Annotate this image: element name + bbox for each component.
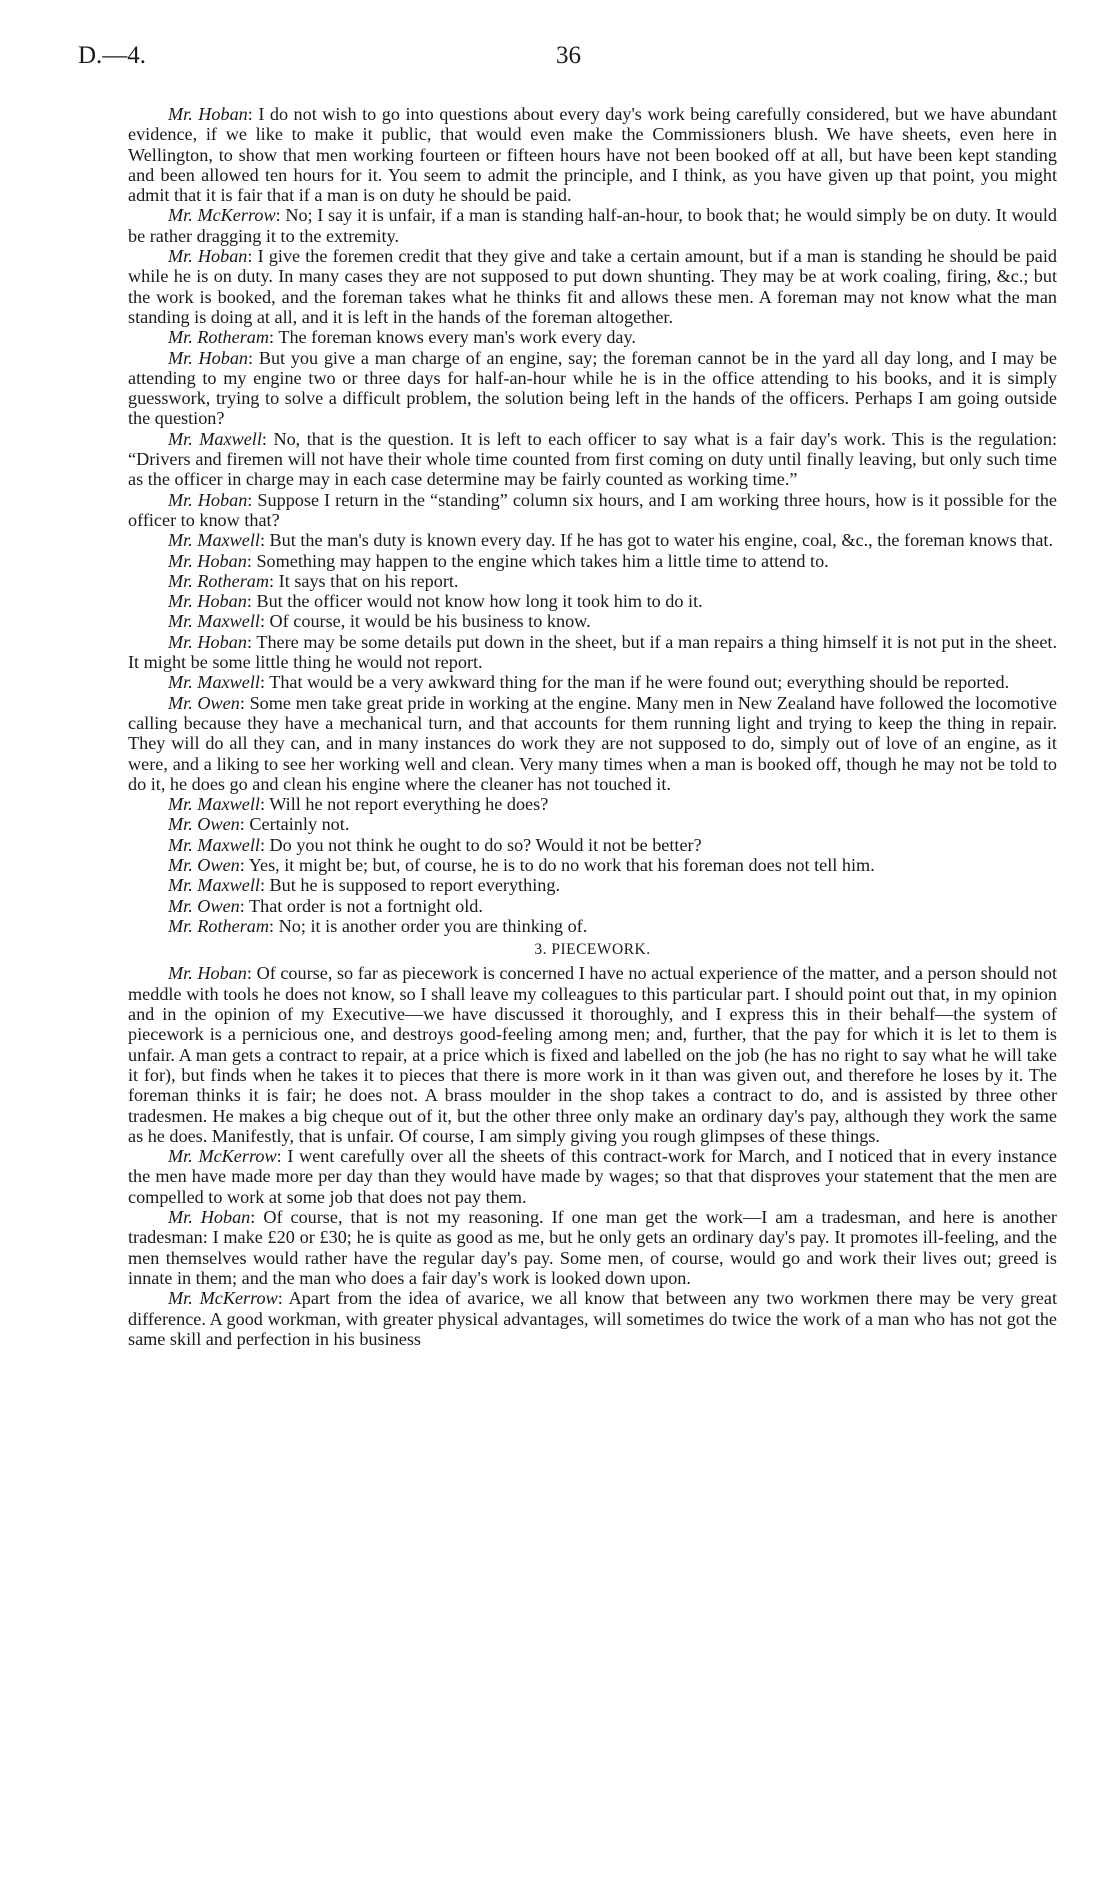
speaker: Mr. Owen (168, 692, 240, 713)
speaker: Mr. Maxwell (168, 794, 260, 815)
paragraph-text: Of course, so far as piecework is concerned I have no actual experience of the matter, and a person should not meddle with tools he does not know, so I shall leave my colleagues to this particular part. I should point out that, in my opinion and in the opinion of my Executive—we have discussed it thoroughly, and I express this in their behalf—the system of piecework is a pernicious one, and destroys good-feeling among men; and, further, that the pay for which it is let to them is unfair. A man gets a contract to repair, at a price which is fixed and labelled on the job (he has no right to say what he will take it for), but finds when he takes it to pieces that there is more work in it than was given out, and therefore he loses by it. The foreman thinks it is fair; he does not. A brass moulder in the shop takes a contract to do, and is assisted by three other tradesmen. He makes a big cheque out of it, but the other three only make an ordinary day's pay, although they work the same as he does. Manifestly, that is unfair. Of course, I am simply giving you rough glimpses of these things. (128, 963, 1057, 1146)
paragraph: Mr. Maxwell: But the man's duty is known every day. If he has got to water his engine, coal, &c., the foreman knows that. (168, 530, 1054, 551)
paragraph-text: I went carefully over all the sheets of this contract-work for March, and I noticed that in every instance the men have made more per day than they would have made by wages; so that that disproves your statement that the men are compelled to work at some job that does not pay them. (128, 1146, 1057, 1207)
speaker: Mr. Owen (168, 895, 240, 916)
paragraph-text: But the man's duty is known every day. If he has got to water his engine, coal, &c., the foreman knows that. (269, 530, 1054, 551)
paragraph-text: Some men take great pride in working at the engine. Many men in New Zealand have followed the locomotive calling because they have a mechanical turn, and that accounts for them running light and trying to keep the thing in repair. They will do all they can, and in many instances do work they are not supposed to do, simply out of love of an engine, as it were, and a liking to see her working well and clean. Very many times when a man is booked off, though he may not be told to do it, he does go and clean his engine where the cleaner has not touched it. (128, 692, 1057, 794)
paragraph: Mr. Hoban: Something may happen to the engine which takes him a little time to attend to. (168, 550, 829, 571)
paragraph-text: Certainly not. (249, 814, 350, 835)
body-text (128, 104, 1057, 1349)
speaker: Mr. McKerrow (168, 205, 276, 226)
speaker: Mr. Hoban (168, 104, 248, 124)
paragraph-text: It says that on his report. (278, 570, 459, 591)
speaker: Mr. McKerrow (168, 1146, 277, 1167)
paragraph-text: I give the foremen credit that they give and take a certain amount, but if a man is standing he should be paid while he is on duty. In many cases they are not supposed to put down shunting. They may be at work coaling, firing, &c.; but the work is booked, and the foreman takes what he thinks fit and allows these men. A foreman may not know what the man standing is doing at all, and it is left in the hands of the foreman altogether. (128, 246, 1057, 327)
speaker: Mr. Hoban (168, 550, 247, 571)
paragraph: Mr. McKerrow: Apart from the idea of avarice, we all know that between any two workmen there may be very great difference. A good workman, with greater physical advantages, will sometimes do twice the work of a man who has not got the same skill and perfection in his business (128, 1288, 1057, 1349)
paragraph-text: Apart from the idea of avarice, we all know that between any two workmen there may be very great difference. A good workman, with greater physical advantages, will sometimes do twice the work of a man who has not got the same skill and perfection in his business (128, 1288, 1057, 1349)
paragraph: Mr. McKerrow: No; I say it is unfair, if a man is standing half-an-hour, to book that; he would simply be on duty. It would be rather dragging it to the extremity. (128, 205, 1058, 246)
paragraph-text: But the officer would not know how long it took him to do it. (256, 591, 703, 612)
paragraph: Mr. Hoban: Of course, so far as piecework is concerned I have no actual experience of the matter, and a person should not meddle with tools he does not know, so I shall leave my colleagues to this particular part. I should point out that, in my opinion and in the opinion of my Executive—we have discussed it thoroughly, and I express this in their behalf—the system of piecework is a pernicious one, and destroys good-feeling among men; and, further, that the pay for which it is let to them is unfair. A man gets a contract to repair, at a price which is fixed and labelled on the job (he has no right to say what he will take it for), but finds when he takes it to pieces that there is more work in it than was given out, and therefore he loses by it. The foreman thinks it is fair; he does not. A brass moulder in the shop takes a contract to do, and is assisted by three other tradesmen. He makes a big cheque out of it, but the other three only make an ordinary day's pay, although they work the same as he does. Manifestly, that is unfair. Of course, I am simply giving you rough glimpses of these things. (128, 963, 1057, 1146)
paragraph: Mr. Hoban: I do not wish to go into questions about every day's work being carefully considered, but we have abundant evidence, if we like to make it public, that would even make the Commissioners blush. We have sheets, even here in Wellington, to show that men working fourteen or fifteen hours have not been booked off at all, but have been kept standing and been allowed ten hours for it. You seem to admit the principle, and I think, as you have given up that point, you might admit that it is fair that if a man is on duty he should be paid. (128, 104, 1057, 206)
speaker: Mr. Rotheram (168, 570, 270, 591)
paragraph: Mr. Maxwell: That would be a very awkward thing for the man if he were found out; everything should be reported. (168, 672, 1010, 693)
paragraph: Mr. Rotheram: No; it is another order you are thinking of. (168, 915, 588, 936)
paragraph-text: I do not wish to go into questions about every day's work being carefully considered, but we have abundant evidence, if we like to make it public, that would even make the Commissioners blush. We have sheets, even here in Wellington, to show that men working fourteen or fifteen hours have not been booked off at all, but have been kept standing and been allowed ten hours for it. You seem to admit the principle, and I think, as you have given up that point, you might admit that it is fair that if a man is on duty he should be paid. (128, 104, 1057, 206)
paragraph-text: No; it is another order you are thinking of. (278, 915, 588, 936)
paragraph: Mr. Owen: Some men take great pride in working at the engine. Many men in New Zealand have followed the locomotive calling because they have a mechanical turn, and that accounts for them running light and trying to keep the thing in repair. They will do all they can, and in many instances do work they are not supposed to do, simply out of love of an engine, as it were, and a liking to see her working well and clean. Very many times when a man is booked off, though he may not be told to do it, he does go and clean his engine where the cleaner has not touched it. (128, 692, 1057, 794)
speaker: Mr. McKerrow (168, 1288, 278, 1309)
paragraph: Mr. Owen: Certainly not. (168, 814, 350, 835)
paragraph-text: No, that is the question. It is left to each officer to say what is a fair day's work. This is the regulation: “Drivers and firemen will not have their whole time counted from first coming on duty until finally leaving, but only such time as the officer in charge may in each case determine may be fairly counted as working time.” (128, 428, 1057, 490)
speaker: Mr. Maxwell (168, 428, 262, 449)
speaker: Mr. Maxwell (168, 611, 260, 632)
paragraph: Mr. Rotheram: It says that on his report. (168, 570, 459, 591)
paragraph: Mr. Hoban: There may be some details put down in the sheet, but if a man repairs a thing himself it is not put in the sheet. It might be some little thing he would not report. (128, 631, 1057, 673)
paragraph-text: The foreman knows every man's work every day. (278, 327, 636, 348)
paragraph: Mr. Hoban: Of course, that is not my reasoning. If one man get the work—I am a tradesman, and here is another tradesman: I make £20 or £30; he is quite as good as me, but he only gets an ordinary day's pay. It promotes ill-feeling, and the men themselves would rather have the regular day's pay. Some men, of course, would go and work their lives out; greed is innate in them; and the man who does a fair day's work is looked down upon. (128, 1207, 1057, 1288)
paragraph-text: Yes, it might be; but, of course, he is to do no work that his foreman does not tell him. (248, 854, 875, 875)
speaker: Mr. Rotheram (168, 915, 270, 936)
speaker: Mr. Rotheram (168, 327, 270, 348)
speaker: Mr. Hoban (168, 963, 247, 984)
speaker: Mr. Hoban (168, 631, 247, 652)
paragraph: Mr. Owen: Yes, it might be; but, of course, he is to do no work that his foreman does not tell him. (168, 854, 875, 875)
speaker: Mr. Maxwell (168, 834, 260, 855)
paragraph: Mr. Hoban: I give the foremen credit that they give and take a certain amount, but if a man is standing he should be paid while he is on duty. In many cases they are not supposed to put down shunting. They may be at work coaling, firing, &c.; but the work is booked, and the foreman takes what he thinks fit and allows these men. A foreman may not know what the man standing is doing at all, and it is left in the hands of the foreman altogether. (128, 246, 1057, 327)
speaker: Mr. Hoban (168, 246, 248, 267)
page-number: 36 (556, 42, 581, 69)
paragraph-text: Of course, it would be his business to know. (269, 611, 591, 632)
paragraph: Mr. Hoban: But you give a man charge of an engine, say; the foreman cannot be in the yard all day long, and I may be attending to my engine two or three days for half-an-hour while he is in the office attending to his books, and it is simply guesswork, trying to solve a difficult problem, the solution being left in the hands of the officers. Perhaps I am going outside the question? (128, 347, 1057, 429)
paragraph-text: Will he not report everything he does? (269, 794, 549, 815)
speaker: Mr. Owen (168, 814, 240, 835)
paragraph-text: Do you not think he ought to do so? Would it not be better? (269, 834, 702, 855)
paragraph: Mr. Maxwell: But he is supposed to report everything. (168, 875, 560, 896)
paragraph-text: That would be a very awkward thing for the man if he were found out; everything should be reported. (269, 672, 1010, 693)
paragraph-text: There may be some details put down in the sheet, but if a man repairs a thing himself it is not put in the sheet. It might be some little thing he would not report. (128, 631, 1057, 673)
paragraph-text: No; I say it is unfair, if a man is standing half-an-hour, to book that; he would simply be on duty. It would be rather dragging it to the extremity. (128, 205, 1058, 246)
speaker: Mr. Maxwell (168, 672, 260, 693)
speaker: Mr. Hoban (168, 591, 247, 612)
speaker: Mr. Hoban (168, 489, 248, 510)
paragraph-text: Of course, that is not my reasoning. If one man get the work—I am a tradesman, and here is another tradesman: I make £20 or £30; he is quite as good as me, but he only gets an ordinary day's pay. It promotes ill-feeling, and the men themselves would rather have the regular day's pay. Some men, of course, would go and work their lives out; greed is innate in them; and the man who does a fair day's work is looked down upon. (128, 1207, 1057, 1288)
speaker: Mr. Maxwell (168, 875, 260, 896)
speaker: Mr. Owen (168, 854, 240, 875)
section-heading: 3. PIECEWORK. (534, 941, 651, 959)
paragraph-text: That order is not a fortnight old. (249, 895, 483, 916)
paragraph: Mr. Maxwell: No, that is the question. It is left to each officer to say what is a fair day's work. This is the regulation: “Drivers and firemen will not have their whole time counted from first coming on duty until finally leaving, but only such time as the officer in charge may in each case determine may be fairly counted as working time.” (128, 428, 1057, 490)
speaker: Mr. Hoban (168, 1207, 251, 1228)
paragraph: Mr. Hoban: But the officer would not know how long it took him to do it. (168, 591, 703, 612)
paragraph: Mr. Owen: That order is not a fortnight old. (168, 895, 483, 916)
paragraph: Mr. Maxwell: Do you not think he ought to do so? Would it not be better? (168, 834, 702, 855)
speaker: Mr. Maxwell (168, 530, 260, 551)
paragraph: Mr. Maxwell: Will he not report everything he does? (168, 794, 549, 815)
speaker: Mr. Hoban (168, 347, 249, 368)
paragraph-text: But he is supposed to report everything. (269, 875, 560, 896)
paragraph: Mr. McKerrow: I went carefully over all the sheets of this contract-work for March, and I noticed that in every instance the men have made more per day than they would have made by wages; so that that disproves your statement that the men are compelled to work at some job that does not pay them. (128, 1146, 1057, 1207)
paragraph-text: But you give a man charge of an engine, say; the foreman cannot be in the yard all day long, and I may be attending to my engine two or three days for half-an-hour while he is in the office attending to his books, and it is simply guesswork, trying to solve a difficult problem, the solution being left in the hands of the officers. Perhaps I am going outside the question? (128, 347, 1057, 429)
paragraph-text: Something may happen to the engine which takes him a little time to attend to. (256, 550, 829, 571)
paragraph: Mr. Rotheram: The foreman knows every man's work every day. (168, 327, 636, 348)
paragraph-text: Suppose I return in the “standing” column six hours, and I am working three hours, how is it possible for the officer to know that? (128, 489, 1057, 530)
paragraph: Mr. Hoban: Suppose I return in the “standing” column six hours, and I am working three hours, how is it possible for the officer to know that? (128, 489, 1057, 530)
page-header (78, 42, 1038, 82)
paragraph: Mr. Maxwell: Of course, it would be his business to know. (168, 611, 591, 632)
document-reference: D.—4. (78, 42, 147, 69)
